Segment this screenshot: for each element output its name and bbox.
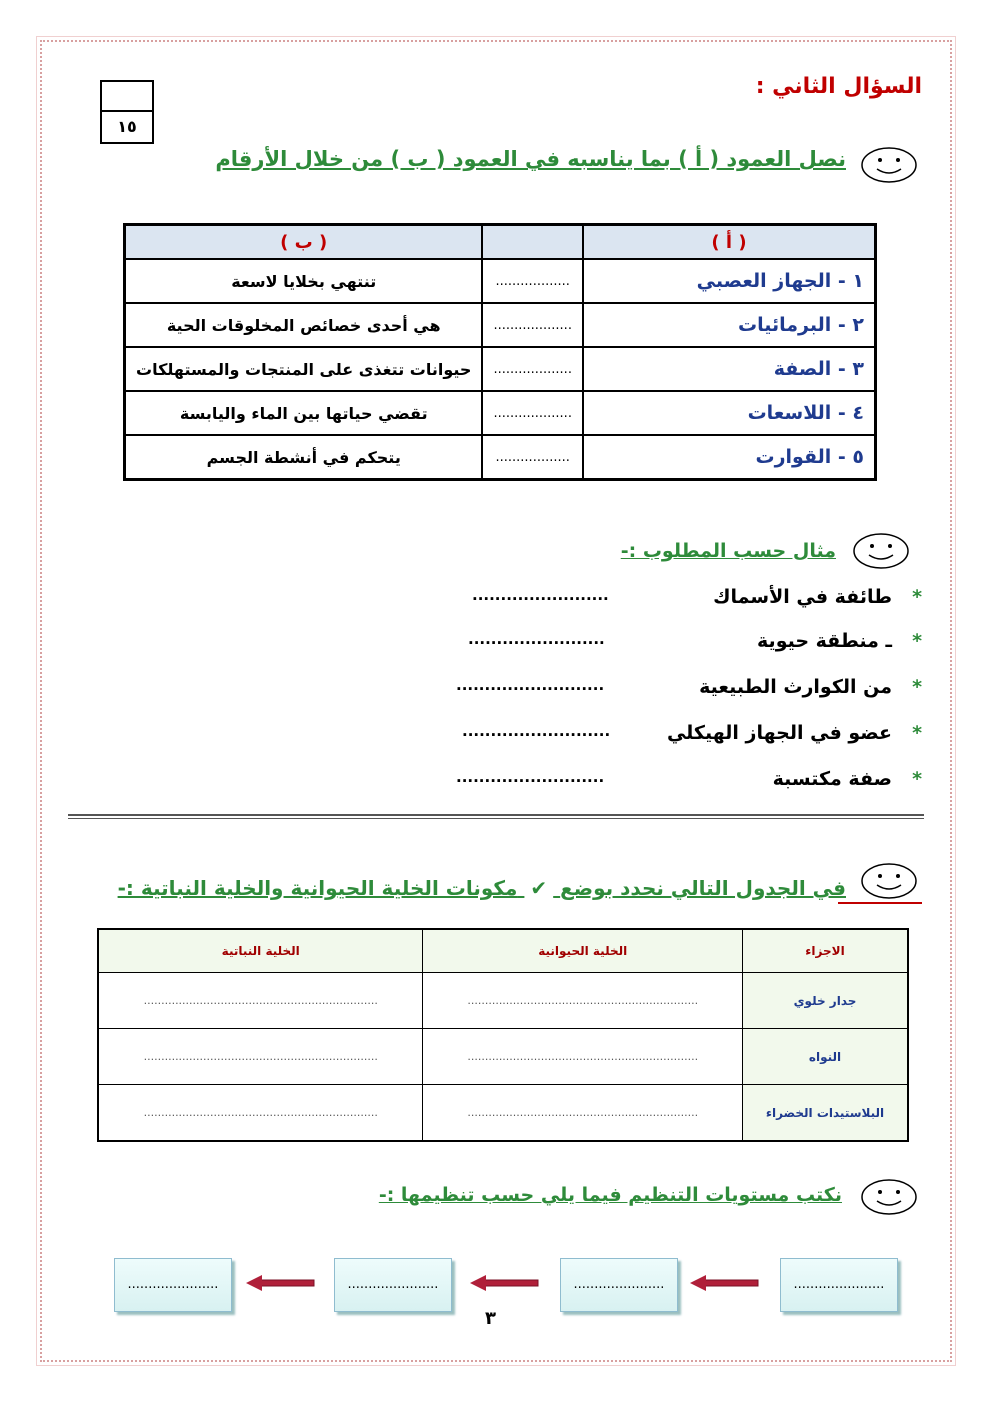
item-label: صفة مكتسبة — [772, 768, 892, 790]
plant-cell-header: الخلية النباتية — [98, 929, 423, 973]
answer-blank[interactable]: .......................... — [456, 676, 605, 694]
column-b-header: ( ب ) — [125, 225, 483, 260]
score-value: ١٥ — [117, 117, 137, 136]
answer-blank[interactable]: ........................ — [472, 586, 609, 604]
plant-answer-blank[interactable]: ................................................................... — [98, 1029, 423, 1085]
animal-answer-blank[interactable]: .................................................................. — [423, 1085, 743, 1142]
matching-table — [123, 223, 877, 481]
level-box[interactable]: ...................... — [780, 1258, 898, 1312]
bullet-star-icon: * — [912, 676, 922, 698]
answer-blank[interactable]: ........................ — [468, 630, 605, 648]
answer-blank[interactable]: .................. — [482, 259, 583, 303]
answer-blank[interactable]: ................... — [482, 347, 583, 391]
plant-answer-blank[interactable]: ................................................................... — [98, 1085, 423, 1142]
level-box[interactable]: ...................... — [334, 1258, 452, 1312]
section1-heading: نصل العمود ( أ ) بما يناسبه في العمود ( ب ) من خلال الأرقام — [215, 147, 846, 171]
column-b-cell: تنتهي بخلايا لاسعة — [125, 259, 483, 303]
plant-answer-blank[interactable]: ................................................................... — [98, 973, 423, 1029]
animal-answer-blank[interactable]: .................................................................. — [423, 973, 743, 1029]
level-box[interactable]: ...................... — [560, 1258, 678, 1312]
table-row — [98, 1029, 908, 1085]
bullet-star-icon: * — [912, 722, 922, 744]
answer-blank[interactable]: .................. — [482, 435, 583, 480]
item-label: عضو في الجهاز الهيكلي — [666, 722, 892, 744]
check-icon: ✔ — [530, 876, 548, 900]
cell-table-header — [98, 929, 908, 973]
parts-header: الاجزاء — [743, 929, 909, 973]
column-b-cell: حيوانات تتغذى على المنتجات والمستهلكات — [125, 347, 483, 391]
column-b-cell: يتحكم في أنشطة الجسم — [125, 435, 483, 480]
table-row — [125, 435, 876, 480]
page-number: ٣ — [485, 1308, 496, 1329]
item-label: طائفة في الأسماك — [713, 586, 892, 608]
smiley-icon — [852, 532, 910, 570]
question-title: السؤال الثاني : — [755, 74, 922, 99]
animal-cell-header: الخلية الحيوانية — [423, 929, 743, 973]
column-b-cell: هي أحدى خصائص المخلوقات الحية — [125, 303, 483, 347]
answer-blank[interactable]: ................... — [482, 303, 583, 347]
part-name: جدار خلوي — [743, 973, 909, 1029]
matching-table-header — [125, 225, 876, 260]
column-a-cell: ٣ - الصفة — [583, 347, 876, 391]
answer-blank[interactable]: ................... — [482, 391, 583, 435]
item-label: من الكوارث الطبيعية — [699, 676, 892, 698]
column-a-cell: ١ - الجهاز العصبي — [583, 259, 876, 303]
item-label: ـ منطقة حيوية — [757, 630, 892, 652]
section3-heading-part1: في الجدول التالي نحدد بوضع — [560, 876, 846, 900]
section3-heading — [118, 876, 846, 900]
bullet-star-icon: * — [912, 586, 922, 608]
section4-heading: نكتب مستويات التنظيم فيما يلي حسب تنظيمها :- — [378, 1184, 842, 1206]
bullet-star-icon: * — [912, 768, 922, 790]
list-item — [462, 630, 922, 660]
divider — [68, 818, 924, 819]
part-name: النواه — [743, 1029, 909, 1085]
divider — [68, 814, 924, 816]
arrow-left-icon — [690, 1275, 760, 1291]
list-item — [456, 768, 922, 798]
smiley-icon — [860, 146, 918, 184]
table-row — [125, 259, 876, 303]
arrow-left-icon — [246, 1275, 316, 1291]
list-item — [462, 722, 922, 752]
column-a-cell: ٥ - القوارت — [583, 435, 876, 480]
column-a-cell: ٤ - اللاسعات — [583, 391, 876, 435]
list-item — [462, 586, 922, 616]
arrow-left-icon — [470, 1275, 540, 1291]
level-box[interactable]: ...................... — [114, 1258, 232, 1312]
column-a-header: ( أ ) — [583, 225, 876, 260]
score-box-top — [102, 82, 152, 112]
part-name: البلاستيدات الخضراء — [743, 1085, 909, 1142]
section3-heading-part2: مكونات الخلية الحيوانية والخلية النباتية :- — [117, 876, 518, 900]
table-row — [125, 303, 876, 347]
table-row — [125, 391, 876, 435]
list-item — [456, 676, 922, 706]
heading-underline — [838, 902, 922, 904]
table-row — [125, 347, 876, 391]
column-a-cell: ٢ - البرمائيات — [583, 303, 876, 347]
answer-blank[interactable]: .......................... — [456, 768, 605, 786]
table-row — [98, 1085, 908, 1142]
smiley-icon — [860, 1178, 918, 1216]
table-row — [98, 973, 908, 1029]
column-mid-header — [482, 225, 583, 260]
score-box — [100, 80, 154, 144]
cell-components-table — [97, 928, 909, 1142]
animal-answer-blank[interactable]: .................................................................. — [423, 1029, 743, 1085]
bullet-star-icon: * — [912, 630, 922, 652]
smiley-icon — [860, 862, 918, 900]
answer-blank[interactable]: .......................... — [462, 722, 611, 740]
column-b-cell: تقضي حياتها بين الماء واليابسة — [125, 391, 483, 435]
section2-heading: مثال حسب المطلوب :- — [620, 540, 836, 562]
